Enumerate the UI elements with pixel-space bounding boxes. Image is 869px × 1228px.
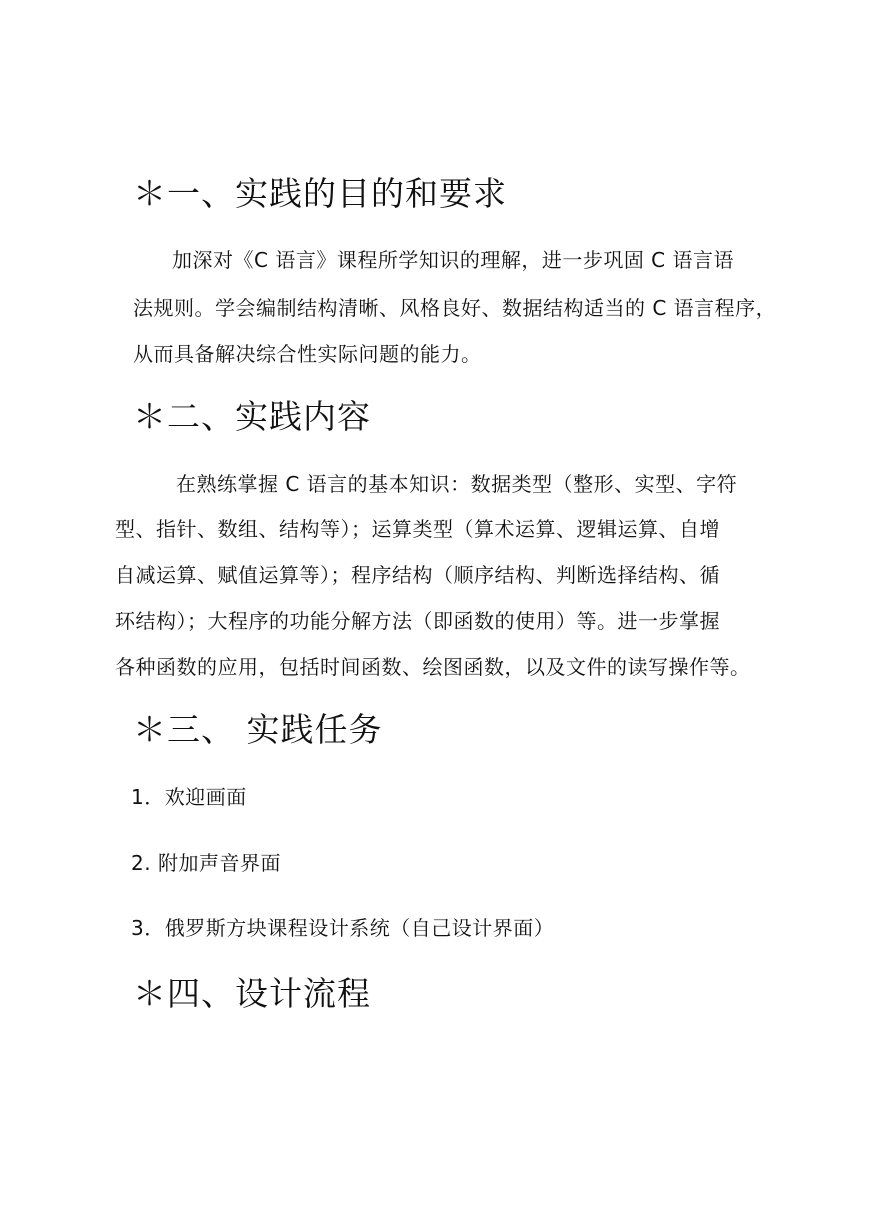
section-2-line-4: 环结构）；大程序的功能分解方法（即函数的使用）等。进一步掌握 [115,609,720,633]
section-1-line-2: 法规则。学会编制结构清晰、风格良好、数据结构适当的 C 语言程序， [133,296,777,320]
section-2-line-1: 在熟练掌握 C 语言的基本知识：数据类型（整形、实型、字符 [176,472,738,496]
task-item-1: 1．欢迎画面 [131,785,247,809]
section-2-line-3: 自减运算、赋值运算等）；程序结构（顺序结构、判断选择结构、循 [115,563,720,587]
section-heading-1: ＊一、实践的目的和要求 [133,174,507,213]
section-1-line-1: 加深对《C 语言》课程所学知识的理解，进一步巩固 C 语言语 [172,248,735,272]
section-2-line-5: 各种函数的应用，包括时间函数、绘图函数，以及文件的读写操作等。 [115,655,751,679]
task-item-2: 2. 附加声音界面 [131,851,281,875]
section-2-line-2: 型、指针、数组、结构等）；运算类型（算术运算、逻辑运算、自增 [115,517,720,541]
section-1-line-3: 从而具备解决综合性实际问题的能力。 [133,342,482,366]
section-heading-4: ＊四、设计流程 [133,974,371,1013]
task-item-3: 3．俄罗斯方块课程设计系统（自己设计界面） [131,916,555,940]
section-heading-3: ＊三、 实践任务 [133,710,383,749]
section-heading-2: ＊二、实践内容 [133,397,371,436]
